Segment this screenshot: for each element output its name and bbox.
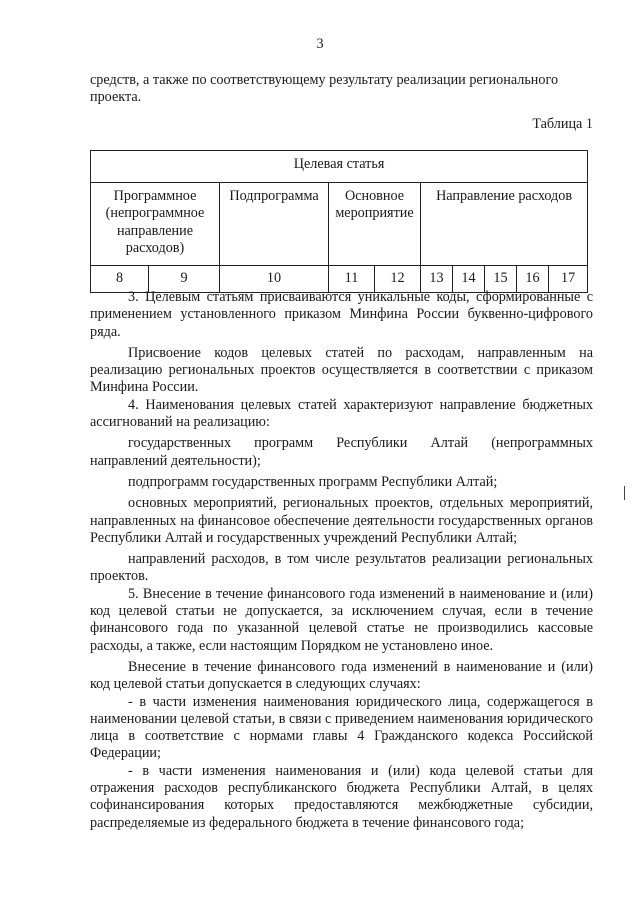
column-number: 12 [375,266,421,293]
paragraph: Внесение в течение финансового года изменений в наименование и (или) код целевой статьи допускается в следующих случаях: [90,658,593,693]
column-number: 8 [91,266,149,293]
column-number: 10 [220,266,329,293]
column-number: 15 [485,266,517,293]
target-article-table [90,150,588,293]
header-target-article: Целевая статья [91,151,588,183]
list-item: - в части изменения наименования юридического лица, содержащегося в наименовании целевой статьи, в связи с приведением наименования юридического лица в соответствие с нормами главы 4 Гражданского кодекса Российской Федерации; [90,693,593,762]
list-item: основных мероприятий, региональных проектов, отдельных мероприятий, направленных на финансовое обеспечение деятельности государственных органов Республики Алтай и государственных учреждений Республики Алтай; [90,495,593,546]
column-number: 13 [421,266,453,293]
intro-paragraph: средств, а также по соответствующему результату реализации регионального проекта. [90,72,559,106]
list-item: подпрограмм государственных программ Республики Алтай; [128,473,498,490]
page-number: 3 [316,36,324,52]
column-number: 11 [329,266,375,293]
header-subprogram: Подпрограмма [220,183,329,266]
column-number: 9 [149,266,220,293]
paragraph: 4. Наименования целевых статей характеризуют направление бюджетных ассигнований на реализацию: [90,396,593,431]
paragraph: 3. Целевым статьям присваиваются уникальные коды, сформированные с применением установленного приказом Минфина России буквенно-цифрового ряда. [90,289,593,340]
list-item: государственных программ Республики Алтай (непрограммных направлений деятельности); [90,435,593,469]
list-item: - в части изменения наименования и (или) кода целевой статьи для отражения расходов республиканского бюджета Республики Алтай, в целях софинансирования которых предоставляются межбюджетные субсидии, распределяемые из федерального бюджета в течение финансового года; [90,762,593,831]
header-program: Программное (непрограммное направление расходов) [91,183,220,266]
body-text [90,289,593,832]
paragraph: Присвоение кодов целевых статей по расходам, направленным на реализацию региональных проектов осуществляется в соответствии с приказом Минфина России. [90,344,593,396]
header-main-event: Основное мероприятие [329,183,421,266]
header-expense-direction: Направление расходов [421,183,588,266]
column-number: 14 [453,266,485,293]
column-number: 17 [549,266,588,293]
table-caption: Таблица 1 [532,116,593,132]
margin-mark [624,486,625,500]
paragraph: 5. Внесение в течение финансового года изменений в наименование и (или) код целевой статьи не допускается, за исключением случая, если в течение финансового года по указанной целевой статье не производились кассовые расходы, а также, если настоящим Порядком не установлено иное. [90,585,593,654]
list-item: направлений расходов, в том числе результатов реализации региональных проектов. [90,551,593,585]
column-number: 16 [517,266,549,293]
